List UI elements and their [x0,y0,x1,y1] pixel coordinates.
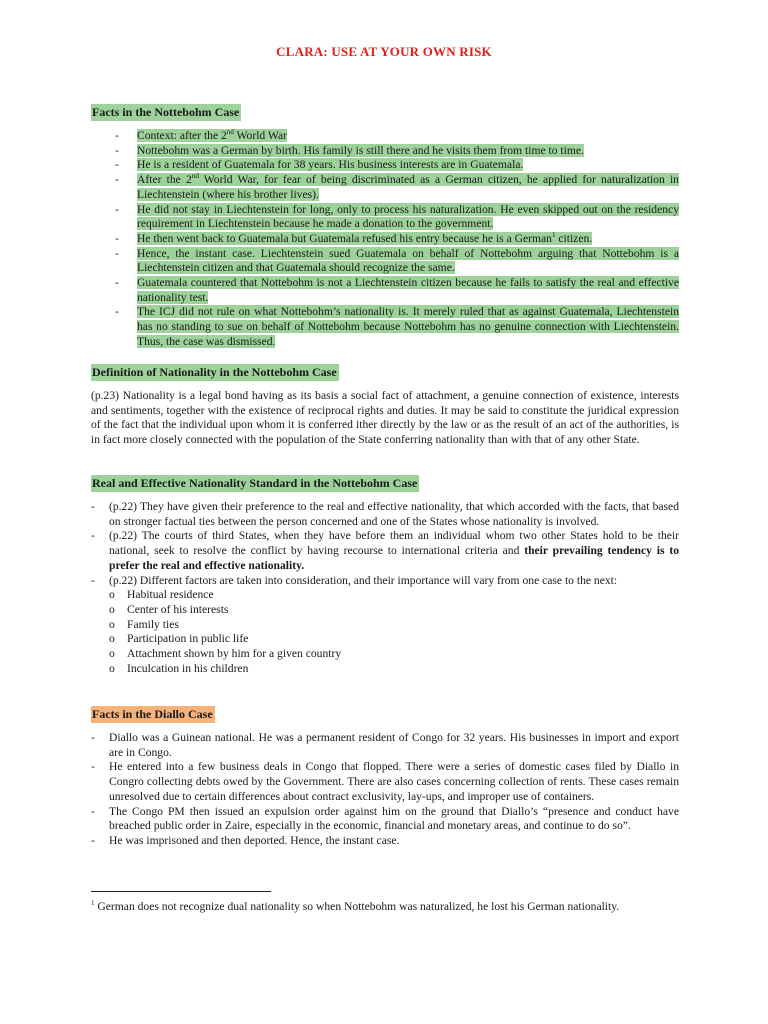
list-item: - Hence, the instant case. Liechtenstein sued Guatemala on behalf of Nottebohm arguing that Nottebohm is a Liechtenstein citizen and that Guatemala should recognize the same. [115,246,679,275]
definition-paragraph: (p.23) Nationality is a legal bond having as its basis a social fact of attachment, a genuine connection of existence, interests and sentiments, together with the existence of reciprocal rights and duties. It may be said to constitute the juridical expression of the fact that the individual upon whom it is conferred ither directly by the law or as the result of an act of the authorities, is in fact more closely connected with the population of the State conferring nationality than with that of any other State. [91,389,679,447]
factor-item: o Family ties [109,617,179,631]
list-item: - Guatemala countered that Nottebohm is not a Liechtenstein citizen because he fails to satisfy the real and effective nationality test. [115,276,679,304]
heading-real-effective: Real and Effective Nationality Standard in the Nottebohm Case [92,476,418,490]
heading-definition: Definition of Nationality in the Nottebohm Case [92,365,337,379]
nottebohm-facts-list [91,129,679,350]
list-item: - Nottebohm was a German by birth. His family is still there and he visits them from time to time. [115,143,584,157]
footnote-text: German does not recognize dual nationality so when Nottebohm was naturalized, he lost his German nationality. [94,900,620,913]
list-item: - He is a resident of Guatemala for 38 years. His business interests are in Guatemala. [115,158,524,172]
footnote-marker: 1 [91,899,95,908]
footnote-ref: 1 [551,231,556,240]
factor-item: o Attachment shown by him for a given country [109,647,342,661]
list-item: - The ICJ did not rule on what Nottebohm’s nationality is. It merely ruled that as against Guatemala, Liechtenstein has no standing to sue on behalf of Nottebohm because Nottebohm has no genuine connection with Liechtenstein. Thus, the case was dismissed. [115,305,679,348]
factor-item: o Center of his interests [109,602,229,616]
factor-item: o Inculcation in his children [109,661,249,675]
list-item: - He then went back to Guatemala but Guatemala refused his entry because he is a German$^1$ citizen. [115,231,593,245]
list-item: - (p.22) They have given their preference to the real and effective nationality, that which accorded with the facts, that based on stronger factual ties between the person concerned and one of the States whose nationality is involved. [91,500,679,528]
list-item: - He was imprisoned and then deported. Hence, the instant case. [91,833,400,847]
diallo-facts-list [91,731,679,849]
factors-list [109,588,679,676]
real-effective-list [91,500,679,676]
footnote [91,900,679,915]
list-item: - (p.22) Different factors are taken into consideration, and their importance will vary from one case to the next: o Habitual residence o Center of his interests o Family ties o Participation in public life o Attachment shown by him for a given country o Inculcation in his children [91,574,679,677]
factor-item: o Participation in public life [109,632,249,646]
heading-diallo: Facts in the Diallo Case [92,707,213,721]
factor-item: o Habitual residence [109,588,214,602]
list-item: - The Congo PM then issued an expulsion order against him on the ground that Diallo’s “presence and conduct have breached public order in Zaire, especially in the economic, financial and monetary areas, and continue to do so”. [91,804,679,833]
list-item: - After the 2nd World War, for fear of being discriminated as a German citizen, he applied for naturalization in Liechtenstein (where his brother lives). [115,172,679,201]
page-header: CLARA: USE AT YOUR OWN RISK [276,44,492,59]
footnote-divider [91,891,271,892]
heading-facts-nottebohm: Facts in the Nottebohm Case [92,105,240,119]
list-item: - He entered into a few business deals in Congo that flopped. There were a series of domestic cases filed by Diallo in Congro collecting debts owed by the Government. There are also cases concerning collection of rents. These cases remain unresolved due to certain differences about contract exclusivity, lay-ups, and improper use of containers. [91,760,679,803]
list-item: - Context: after the 2nd World War [115,128,287,142]
list-item: - Diallo was a Guinean national. He was a permanent resident of Congo for 32 years. His businesses in import and export are in Congo. [91,731,679,759]
list-item: - (p.22) The courts of third States, when they have before them an individual whom two other States hold to be their national, seek to resolve the conflict by having recourse to international criteria and their prevailing tendency is to prefer the real and effective nationality. [91,529,679,572]
list-item: - He did not stay in Liechtenstein for long, only to process his naturalization. He even skipped out on the residency requirement in Liechtenstein because he made a donation to the government. [115,202,679,231]
